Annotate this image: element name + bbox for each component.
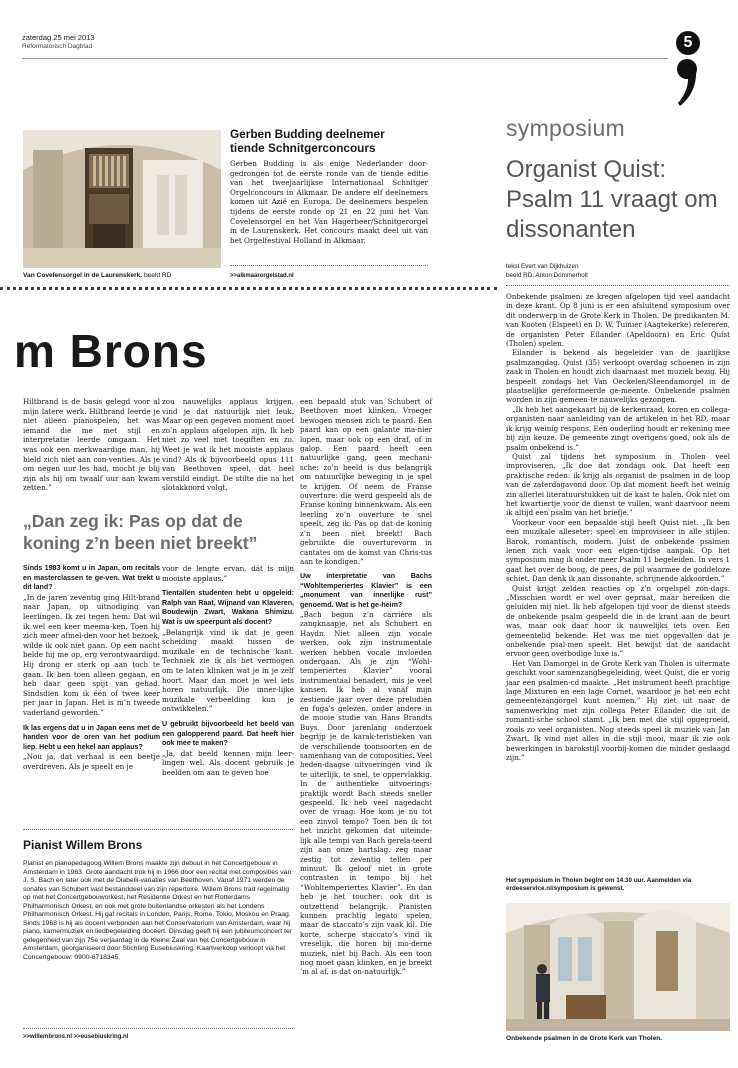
quist-credits (506, 262, 588, 280)
caption-text: Van Covelensorgel in de Laurenskerk. (23, 272, 143, 279)
question: Sinds 1983 komt u in Japan, om recitals en masterclassen te ge-ven. Wat trekt u dit land? (23, 564, 160, 592)
answer: een bepaald stuk van Schubert of Beethoven moet klinken. Vroeger bewogen mensen zich te paard. Een paard kan op een galante ma-nier lopen, maar ook op een draf, of in galop. Een paard heeft een natuurlijke gang, geen mechani-sche: zo’n beeld is dus belangrijk om natuurlijke beweging in je spel te krijgen. Of neem de Franse ouverture: die werd gespeeld als de Franse koning binnenkwam. Als een leerling zo’n ouverture te snel speelt, zeg ik: Pas op dat de koning z’n been niet breekt! Bach gebruikte die ouverturevorm in cantates om de komst van Chris-tus aan te kondigen.” (300, 397, 432, 566)
budding-body (230, 159, 428, 245)
quist-title: Organist Quist: Psalm 11 vraagt om dissonanten (506, 156, 718, 243)
bio-title: Pianist Willem Brons (23, 838, 143, 852)
interview-col3 (300, 397, 432, 977)
headline-fragment: m Brons (14, 325, 208, 377)
budding-link[interactable]: >>alkmaarorgelstad.nl (230, 273, 294, 279)
answer: „Belangrijk vind ik dat je geen scheiding maakt tussen de muzikale en de technische kant. Techniek zie ik als het vermogen om te laten klinken wat je in je zelf hoort. Maar dan moet je wel iets horen natuurlijk. Die inner-lijke muzikale verbeelding kun je ontwikkelen.” (162, 627, 294, 714)
bio-divider-top (23, 829, 293, 830)
interview-col2 (162, 564, 294, 777)
question: U gebruikt bijvoorbeeld het beeld van een galopperend paard. Dat heeft hier ook mee te maken? (162, 719, 294, 748)
quist-divider (506, 285, 730, 286)
answer: „Ja, dat beeld kennen mijn leer-lingen wel. Als docent gebruik je beelden om aan te geven hoe (162, 748, 294, 777)
budding-title (230, 127, 480, 155)
budding-body-text: Gerben Budding is als enige Nederlander door-gedrongen tot de eerste ronde van de tiende editie van het tweejaarlijkse Internationaal Schnitger Orgelconcours in Alkmaar. De andere elf deelnemers komen uit Azië en Europa. De deelnemers bespelen tijdens de eerste ronde op 21 en 22 juni het Van Covelensorgel en het Van Hagerbeer/Schnitgerorgel in de Laurenskerk. Het concours maakt deel uit van het Orgelfestival Holland in Alkmaar. (230, 159, 428, 245)
comma-mark (676, 58, 698, 108)
budding-title-line2: tiende Schnitgerconcours (230, 141, 376, 155)
paragraph: Quist krijgt zelden reacties op z’n orgelspel zon-dags. „Misschien wordt er wel over gepraat, maar bereiken die geluiden mij niet. Ik heb afgelopen tijd voor de dienst steeds de onbekende psalm gespeeld die in de krant aan de beurt was, maar ook daar hoor ik nauwelijks iets over. Een gemeentelid bekende: Het was me niet opgevallen dat je onbekende psal-men speelt. Het bewijst dat de aandacht ervoor geen overbodige luxe is.” (506, 583, 730, 659)
interview-col1 (23, 564, 160, 771)
church-photo-caption: Onbekende psalmen in de Grote Kerk van Tholen. (506, 1035, 663, 1042)
publication-name: Reformatorisch Dagblad (22, 43, 93, 50)
paragraph: Onbekende psalmen: ze kregen afgelopen tijd veel aandacht in deze krant. Op 8 juni is er een afsluitend symposium over dit onderwerp in de Grote Kerk in Tholen. De predikanten M. van Kooten (Elspeet) en D. W. Tuinier (Aagtekerke) refereren, de organisten Peter Eilander (Apeldoorn) en Eric Quist (Tholen) spelen. (506, 292, 730, 349)
bio-links[interactable]: >>willembrons.nl >>eusebiuskring.nl (23, 1034, 129, 1040)
paragraph: Het Van Damorgel in de Grote Kerk van Tholen is uitermate geschikt voor samenzangbegeleiding, weet Quist, die er vorig jaar een psalmen-cd maakte. „Het instrument heeft prachtige lage Mixturen en een lage Cornet, waardoor je het een echt gemeentezangorgel kunt noemen.” Hij ziet uit naar de samenwerking met zijn collega Peter Eilander, die uit de romanti-sche school stamt. „Ik ben met die stijl opgegroeid, zoals zo veel organisten. Nog steeds speel ik muziek van Jan Zwart. Ik vind niet alles in die stijl mooi, maar ik zie ook bewerkingen in barokstijl voorbij-komen die minder geslaagd zijn.” (506, 658, 730, 762)
budding-title-line1: Gerben Budding deelnemer (230, 127, 385, 141)
paragraph: Eilander is bekend als begeleider van de jaarlijkse psalmzangdag. Quist (35) verkoopt overdag schoenen in zijn zaak in Tholen en houdt zich daarnaast met muziek bezig. Hij bespeelt zondags het Van Oeckelen/Steendamorgel in de plaatselijke gereformeerde ge-meente. Onbekende psalmen worden in zijn gemeen-te nauwelijks gezongen. (506, 348, 730, 405)
page-date: zaterdag 25 mei 2013 (22, 33, 95, 42)
paragraph: Quist zal tijdens het symposium in Tholen veel improviseren. „Ik doe dat zondags ook. Dat heeft een praktische reden: ik krijg als organist de psalmen in de loop van de zaterdagavond door. Op dat moment heeft het weinig zin allerlei literatuurstukken uit de kast te halen. Ook niet om het kwartiertje voor de dienst te vullen, want daarvoor neem ik altijd een psalm van het briefje.” (506, 451, 730, 518)
col1-top-text: Hiltbrand is de basis gelegd voor al mijn latere werk. Hiltbrand leerde je niet alleen pianospelen, het was iemand die me met stijl en interpretatie leerde omgaan. Het was ook een merkwaardige man, hij hield zich niet aan con-venties. Als je om negen uur les had, mocht je blij zijn als hij om twaalf uur aan kwam zetten.” (23, 397, 160, 493)
question: Ik las ergens dat u in Japan eens met de handen voor de oren van het podium liep. Hebt u een hekel aan applaus? (23, 723, 160, 751)
answer: „In de jaren zeventig ging Hilt-brand naar Japan, op uitnodiging van leerlingen. Ik zei tegen hem: Dat wil ik wel een keer meema-ken. Toen hij zich meer afmel-den voor het bezoek, wilde ik ook niet gaan. Op een nacht belde hij me op, erg verontwaardigd. Hij drong er sterk op aan toch te gaan. Ik ben toen alleen gegaan, en heb daar geen spijt van gehad. Sindsdien kom ik één of twee keer per jaar in Japan. Het is m’n tweede vaderland geworden.” (23, 592, 160, 717)
page-number: 5 (683, 34, 693, 51)
page-number-badge (676, 31, 700, 55)
organ-photo-caption (23, 272, 171, 279)
answer: „Nou ja, dat verhaal is een beetje overdreven. Als je speelt en je (23, 752, 160, 771)
budding-divider (230, 265, 428, 266)
caption-credit: beeld RD (143, 272, 172, 279)
credit-text: tekst Evert van Dijkhuizen (506, 263, 579, 270)
church-photo (506, 903, 730, 1031)
question: Tientallen studenten hebt u opgeleid: Ralph van Raat, Wijnand van Klaveren, Boudewijn Zwart, Wakana Shimizu. Wat is uw speerpunt als docent? (162, 589, 294, 626)
answer: voor de lengte ervan, dát is mijn mooiste applaus.” (162, 564, 294, 583)
interview-col2-top (162, 397, 294, 493)
paragraph: Voorkeur voor een bepaalde stijl heeft Quist niet. „Ik ben een muzikale alleseter; speel en improviseer in alle stijlen. Barok, romantisch, modern. Juist de onbekende psalmen lenen zich vaak voor een eigen-tijdse aanpak. Op het symposium mag ik onder meer Psalm 11 begeleiden. In vers 1 gaat het over de boog, de pees, de pijl waarmee de goddeloze schiet. Dan denk ik aan dissonante, schrijnende akkoorden.” (506, 517, 730, 584)
quist-kicker: symposium (506, 115, 626, 141)
bio-body: Pianist en pianopedagoog Willem Brons maakte zijn debuut in het Concertgebouw in Amsterdam in 1963. Grote aandacht trok hij in 1966 door een recital met composities van J. S. Bach en later ook met de Diabelli-variaties van Beethoven. Vanaf 1971 werden de sonates van Schubert vast bestanddeel van zijn repertoire. Willem Brons trad regelmatig op met het Concertgebouworkest, het Residentie Orkest en het Rotterdams Philharmonisch Orkest, en ook met grote buitenlandse orkesten als het Londens Philharmonisch Orkest. Hij gaf recitals in Londen, Parijs, Rome, Tokio, Moskou en Praag. Sinds 1968 is hij als docent verbonden aan het Conservatorium van Amsterdam, waar hij piano, kamermuziek en liedbegeleiding doceert. Dinsdag geeft hij een jubileumconcert ter gelegenheid van zijn 75e verjaardag in de Kleine Zaal van het Concertgebouw in Amsterdam, georganiseerd door Stichting Eusebiuskring. Kaartverkoop verloopt via het Concertgebouw: 0900-6718345. (23, 860, 293, 961)
pull-quote: „Dan zeg ik: Pas op dat de koning z’n been niet breekt” (23, 511, 258, 553)
quist-body (506, 292, 730, 762)
header-rule (22, 58, 668, 59)
bio-divider-bottom (23, 1028, 293, 1029)
quist-note: Het symposium in Tholen begint om 14.30 uur. Aanmelden via erdeeservice.nl/symposium is gewenst. (506, 877, 692, 893)
question: Uw interpretatie van Bachs “Wohltemperiertes Klavier” is een „monument van innerlijke rust” genoemd. Wat is het ge-heim? (300, 572, 432, 609)
answer: „Bach begon z’n carrière als zangknaapje, net als Schubert en Haydn. Niet alleen zijn vocale werken, ook zijn instrumentale werken hebben vocale invloeden ondergaan. Als je zijn “Wohl-temperiertes Klavier” vooral instrumentaal benadert, mis je veel kansen. Ik heb al vanaf mijn zestiende jaar over deze preludiën en fuga’s gelezen, onder andere in de mooie studie van Hans Brandts Buys. Door jarenlang onderzoek begrijp je de karak-teristieken van de verschillende toonsoorten en de samenhang van de composities. Veel heden-daagse uitvoeringen vind ik te uiterlijk, te snel, te oppervlakkig. In de authentieke uitvoerings-praktijk wordt Bach steeds sneller gespeeld. Ik heb veel nagedacht over de vraag: Hoe kom je nu tot een zinvol tempo? Toen ben ik tot het inzicht gekomen dat uiteinde-lijk alle tempi van Bach gerela-teerd zijn aan onze hartslag, zeg maar zestig tot zeventig tellen per minuut. Ik geloof niet in grote contrasten in tempo bij het “Wohltemperiertes Klavier”. En dan heb je het toucher: ook dit is ontzettend belangrijk. Pianisten kunnen prachtig legato spelen, maar de staccato’s zijn vaak kil. Die korte, scherpe staccato’s vind ik vreselijk, die horen bij mo-derne muziek, niet bij Bach. Als een toon nog moet gaan klinken, en je breekt ’m al af, is dat on-natuurlijk.” (300, 609, 432, 977)
section-dotted-rule (0, 287, 497, 290)
organ-photo (23, 130, 221, 268)
interview-col1-top (23, 397, 160, 493)
paragraph: „Ik heb het aangekaart bij de kerkenraad, koren en collega-organisten naar aanleiding van de artikelen in het RD, maar ik krijg weinig respons. Eén ouderling houdt er rekening mee bij zijn keuze. De gemeente zingt overigens goed, ook als de psalm onbekend is.” (506, 404, 730, 452)
col2-top-text: zou nauwelijks applaus krijgen, vind je dat natuurlijk niet leuk. Maar op een gegeven moment moet zo’n applaus afgelopen zijn. Ik heb niet zo veel met toegiften en zo. Weet je wat ik het mooiste applaus vind? Als ik bijvoorbeeld opus 111 van Beethoven speel, dat heel verstild eindigt. De stilte die na het slotakkoord volgt, (162, 397, 294, 493)
credit-photo: beeld RD, Anton Dommerholt (506, 272, 588, 279)
